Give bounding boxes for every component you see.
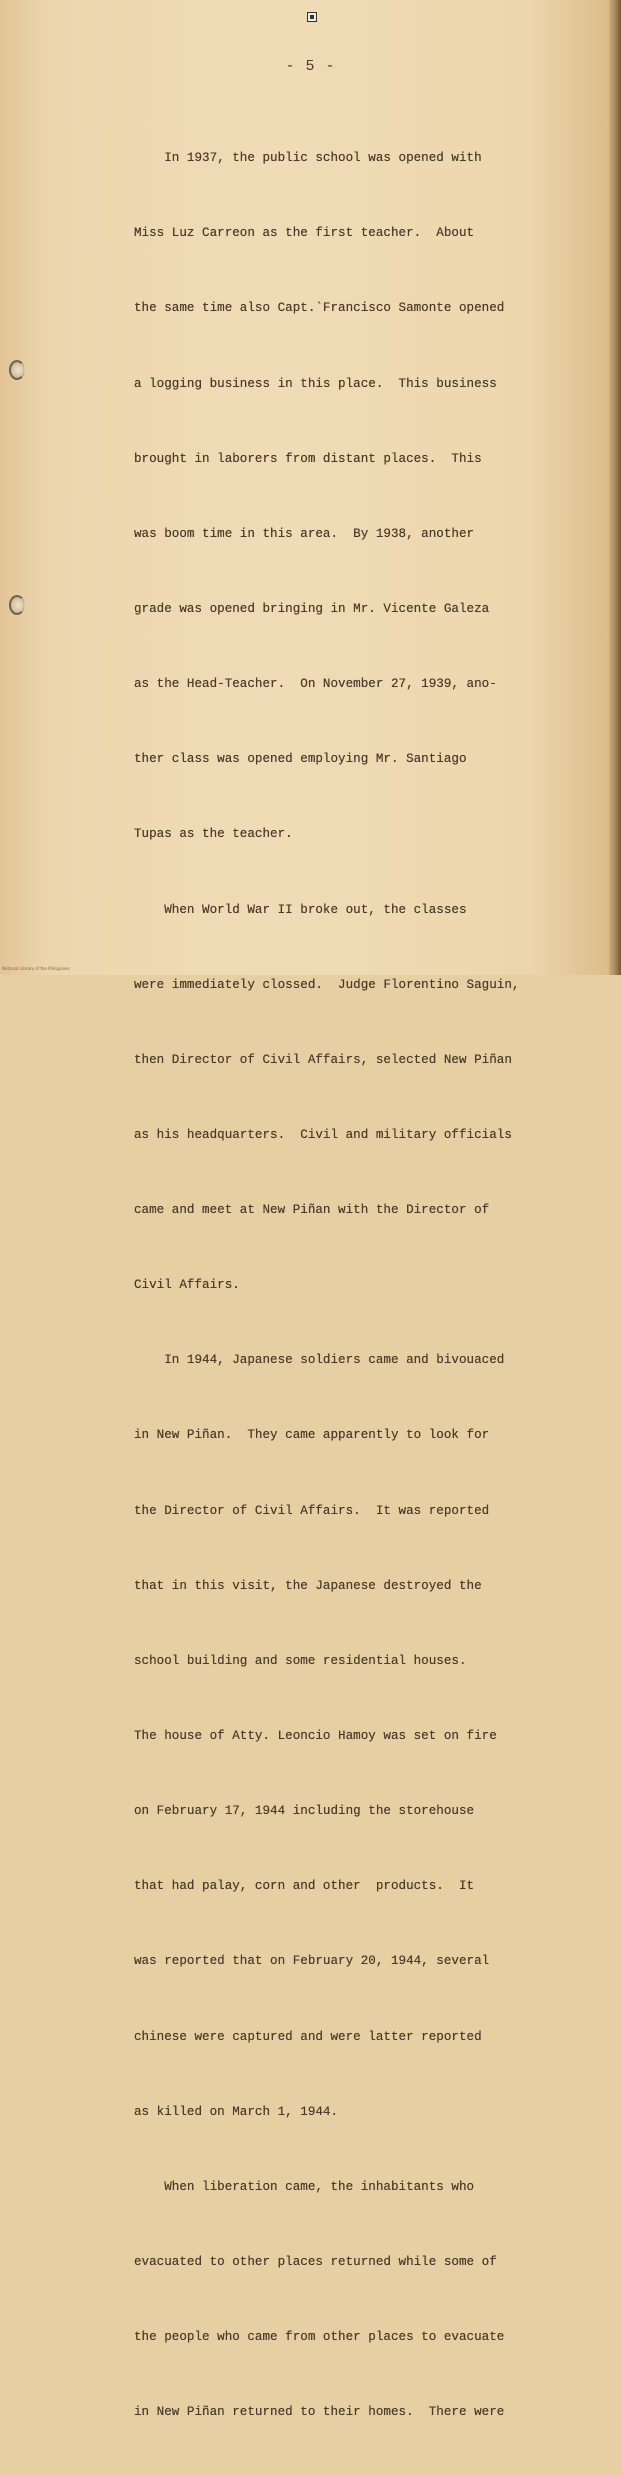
text-line: as his headquarters. Civil and military officials: [134, 1127, 512, 1142]
text-line: then Director of Civil Affairs, selected New Piñan: [134, 1052, 512, 1067]
text-line: was boom time in this area. By 1938, another: [134, 526, 475, 541]
text-line: as the Head-Teacher. On November 27, 1939, ano-: [134, 677, 497, 692]
text-line: in New Piñan returned to their homes. There were: [134, 2405, 505, 2420]
text-line: brought in laborers from distant places. This: [134, 451, 482, 466]
text-line: the Director of Civil Affairs. It was reported: [134, 1503, 490, 1518]
text-line: chinese were captured and were latter reported: [134, 2029, 482, 2044]
text-line: the people who came from other places to evacuate: [134, 2330, 505, 2345]
binding-hole-icon: [9, 360, 25, 380]
text-line: Civil Affairs.: [134, 1278, 240, 1293]
text-line: grade was opened bringing in Mr. Vicente Galeza: [134, 601, 490, 616]
text-line: on February 17, 1944 including the storehouse: [134, 1804, 475, 1819]
text-line: Tupas as the teacher.: [134, 827, 293, 842]
text-line: When World War II broke out, the classes: [134, 902, 467, 917]
body-text: [134, 96, 524, 2475]
binding-hole-icon: [9, 595, 25, 615]
text-line: In 1937, the public school was opened with: [134, 151, 482, 166]
text-line: the same time also Capt.`Francisco Samonte opened: [134, 301, 505, 316]
scan-marker-icon: [307, 12, 317, 22]
text-line: was reported that on February 20, 1944, several: [134, 1954, 490, 1969]
text-line: The house of Atty. Leoncio Hamoy was set on fire: [134, 1729, 497, 1744]
text-line: that had palay, corn and other products. It: [134, 1879, 475, 1894]
text-line: a logging business in this place. This business: [134, 376, 497, 391]
text-line: were immediately clossed. Judge Florentino Saguin,: [134, 977, 520, 992]
text-line: In 1944, Japanese soldiers came and bivouaced: [134, 1353, 505, 1368]
text-line: that in this visit, the Japanese destroyed the: [134, 1578, 482, 1593]
text-line: Miss Luz Carreon as the first teacher. About: [134, 226, 475, 241]
text-line: school building and some residential houses.: [134, 1653, 467, 1668]
page-number: - 5 -: [285, 58, 336, 75]
text-line: When liberation came, the inhabitants who: [134, 2179, 475, 2194]
text-line: as killed on March 1, 1944.: [134, 2104, 339, 2119]
text-line: came and meet at New Piñan with the Director of: [134, 1203, 490, 1218]
paper-edge-shadow: [609, 0, 621, 975]
text-line: ther class was opened employing Mr. Santiago: [134, 752, 467, 767]
text-line: in New Piñan. They came apparently to look for: [134, 1428, 490, 1443]
text-line: evacuated to other places returned while some of: [134, 2255, 497, 2270]
scan-footer: National Library of the Philippines: [2, 966, 70, 971]
